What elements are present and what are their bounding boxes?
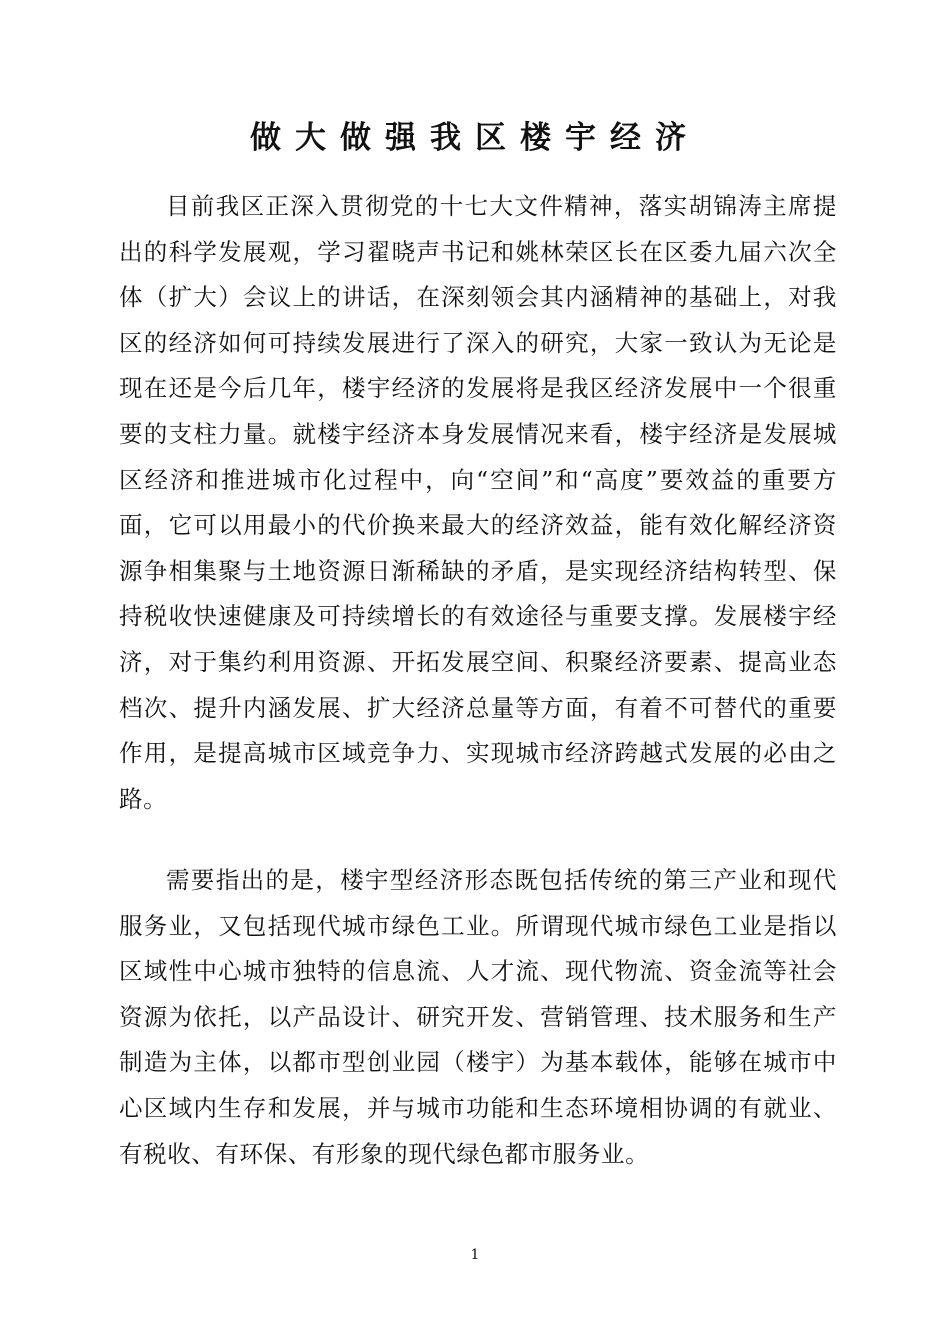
body-paragraph-2: 需要指出的是，楼宇型经济形态既包括传统的第三产业和现代服务业，又包括现代城市绿色工业。所谓现代城市绿色工业是指以区域性中心城市独特的信息流、人才流、现代物流、资金流等社会资源为依托，以产品设计、研究开发、营销管理、技术服务和生产制造为主体，以都市型创业园（楼宇）为基本载体，能够在城市中心区域内生存和发展，并与城市功能和生态环境相协调的有就业、有税收、有环保、有形象的现代绿色都市服务业。 [119,866,837,1168]
document-title: 做大做强我区楼宇经济 [250,120,700,156]
page-number: 1 [470,1247,480,1263]
body-paragraph-1: 目前我区正深入贯彻党的十七大文件精神，落实胡锦涛主席提出的科学发展观，学习翟晓声书记和姚林荣区长在区委九届六次全体（扩大）会议上的讲话，在深刻领会其内涵精神的基础上，对我区的经济如何可持续发展进行了深入的研究，大家一致认为无论是现在还是今后几年，楼宇经济的发展将是我区经济发展中一个很重要的支柱力量。就楼宇经济本身发展情况来看，楼宇经济是发展城区经济和推进城市化过程中，向“空间”和“高度”要效益的重要方面，它可以用最小的代价换来最大的经济效益，能有效化解经济资源争相集聚与土地资源日渐稀缺的矛盾，是实现经济结构转型、保持税收快速健康及可持续增长的有效途径与重要支撑。发展楼宇经济，对于集约利用资源、开拓发展空间、积聚经济要素、提高业态档次、提升内涵发展、扩大经济总量等方面，有着不可替代的重要作用，是提高城市区域竞争力、实现城市经济跨越式发展的必由之路。 [119,192,837,813]
